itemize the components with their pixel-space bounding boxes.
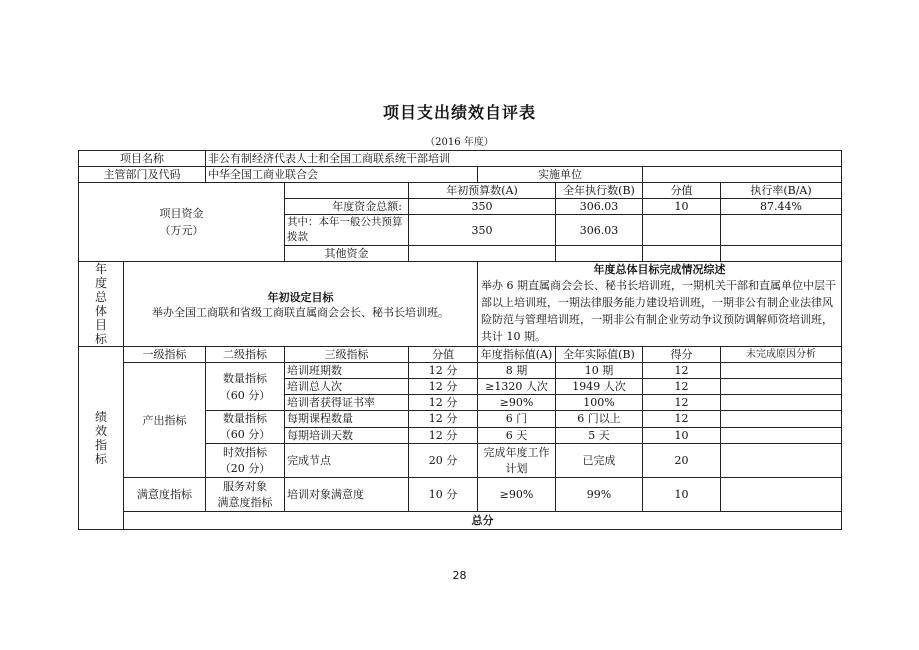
perf-row-name: 培训班期数 — [285, 363, 409, 379]
page-title: 项目支出绩效自评表 — [382, 103, 536, 122]
funds-row-rate — [721, 246, 842, 262]
perf-row-name: 培训总人次 — [285, 379, 409, 395]
perf-row-reason — [721, 379, 842, 395]
perf-row-reason — [721, 363, 842, 379]
perf-header-actual: 全年实际值(B) — [556, 347, 643, 363]
project-name-value: 非公有制经济代表人士和全国工商联系统干部培训 — [206, 151, 842, 167]
perf-row-weight: 12 分 — [409, 363, 478, 379]
perf-row-target: 完成年度工作 计划 — [478, 444, 556, 478]
perf-row-actual: 100% — [556, 395, 643, 411]
funds-row-label: 其他资金 — [285, 246, 409, 262]
perf-header-target: 年度指标值(A) — [478, 347, 556, 363]
time-indicator-label: 时效指标 （20 分） — [206, 444, 285, 478]
funds-header-rate: 执行率(B/A) — [721, 183, 842, 199]
quantity-indicator-label: 数量指标 （60 分） — [206, 363, 285, 411]
initial-goal-cell — [124, 262, 478, 347]
perf-row-name: 每期培训天数 — [285, 427, 409, 444]
department-label: 主管部门及代码 — [79, 167, 206, 183]
funds-label: 项目资金 （万元） — [79, 183, 285, 262]
perf-header-score: 得分 — [643, 347, 721, 363]
perf-row-actual: 已完成 — [556, 444, 643, 478]
perf-row-reason — [721, 427, 842, 444]
perf-header-reason: 未完成原因分析 — [721, 347, 842, 363]
perf-row-score: 12 — [643, 411, 721, 428]
funds-row-weight — [643, 246, 721, 262]
perf-row-score: 10 — [643, 478, 721, 512]
funds-row-label: 年度资金总额: — [285, 199, 409, 215]
project-name-row — [79, 151, 842, 167]
funds-row-label: 其中：本年一般公共预算拨款 — [285, 215, 409, 246]
department-value: 中华全国工商业联合会 — [206, 167, 478, 183]
funds-header-weight: 分值 — [643, 183, 721, 199]
perf-row-name: 培训对象满意度 — [285, 478, 409, 512]
perf-row-reason — [721, 478, 842, 512]
perf-row-target: 6 门 — [478, 411, 556, 428]
implementing-unit-label: 实施单位 — [478, 167, 643, 183]
perf-row-weight: 10 分 — [409, 478, 478, 512]
perf-row-reason — [721, 444, 842, 478]
page-number: 28 — [452, 569, 467, 582]
perf-row — [79, 363, 842, 379]
achieved-goal-text: 举办 6 期直属商会会长、秘书长培训班，一期机关干部和直属单位中层干部以上培训班，一期法律服务能力建设培训班，一期非公有制企业法律风险防范与管理培训班，一期非公有制企业劳动争议预防调解师资培训班，共计 10 期。 — [481, 279, 836, 343]
achieved-goal-title: 年度总体目标完成情况综述 — [593, 263, 726, 276]
perf-row-weight: 12 分 — [409, 411, 478, 428]
funds-header-a: 年初预算数(A) — [409, 183, 556, 199]
perf-row-name: 完成节点 — [285, 444, 409, 478]
perf-header-level2: 二级指标 — [206, 347, 285, 363]
funds-row-weight: 10 — [643, 199, 721, 215]
funds-row-b — [556, 246, 643, 262]
perf-row-reason — [721, 395, 842, 411]
perf-header-level3: 三级指标 — [285, 347, 409, 363]
perf-row-weight: 12 分 — [409, 427, 478, 444]
perf-row-target: ≥90% — [478, 478, 556, 512]
perf-header-row — [79, 347, 842, 363]
funds-row-b: 306.03 — [556, 215, 643, 246]
funds-row-a — [409, 246, 556, 262]
perf-row-actual: 6 门以上 — [556, 411, 643, 428]
total-label: 总分 — [124, 512, 842, 530]
perf-header-level1: 一级指标 — [124, 347, 206, 363]
goals-side-text: 年度总体目标 — [95, 262, 108, 346]
year-label: （2016 年度） — [425, 137, 494, 148]
perf-row-score: 20 — [643, 444, 721, 478]
funds-row-b: 306.03 — [556, 199, 643, 215]
self-evaluation-table — [78, 150, 842, 530]
perf-header-weight: 分值 — [409, 347, 478, 363]
output-indicator-label: 产出指标 — [124, 363, 206, 478]
perf-row-actual: 99% — [556, 478, 643, 512]
total-row — [79, 512, 842, 530]
initial-goal-title: 年初设定目标 — [267, 291, 334, 304]
perf-row-name: 培训者获得证书率 — [285, 395, 409, 411]
perf-side-label — [79, 347, 124, 530]
project-name-label: 项目名称 — [79, 151, 206, 167]
perf-row-name: 每期课程数量 — [285, 411, 409, 428]
funds-header-row — [79, 183, 842, 199]
funds-row-a: 350 — [409, 199, 556, 215]
service-satisfaction-label: 服务对象 满意度指标 — [206, 478, 285, 512]
funds-row-weight — [643, 215, 721, 246]
perf-row-weight: 12 分 — [409, 379, 478, 395]
perf-side-text: 绩效指标 — [95, 410, 108, 466]
perf-row-target: ≥1320 人次 — [478, 379, 556, 395]
perf-row-actual: 10 期 — [556, 363, 643, 379]
goals-row — [79, 262, 842, 347]
department-row — [79, 167, 842, 183]
goals-side-label — [79, 262, 124, 347]
implementing-unit-value — [643, 167, 842, 183]
funds-row-rate: 87.44% — [721, 199, 842, 215]
perf-row-target: ≥90% — [478, 395, 556, 411]
perf-row-score: 10 — [643, 427, 721, 444]
perf-row — [79, 478, 842, 512]
quantity-indicator-label-2: 数量指标 （60 分） — [206, 411, 285, 444]
initial-goal-text: 举办全国工商联和省级工商联直属商会会长、秘书长培训班。 — [152, 306, 449, 319]
perf-row-target: 6 天 — [478, 427, 556, 444]
perf-row-score: 12 — [643, 379, 721, 395]
funds-header-blank — [285, 183, 409, 199]
perf-row-target: 8 期 — [478, 363, 556, 379]
satisfaction-indicator-label: 满意度指标 — [124, 478, 206, 512]
perf-row-score: 12 — [643, 363, 721, 379]
perf-row-score: 12 — [643, 395, 721, 411]
achieved-goal-cell — [478, 262, 842, 347]
perf-row-weight: 20 分 — [409, 444, 478, 478]
funds-row-a: 350 — [409, 215, 556, 246]
perf-row-weight: 12 分 — [409, 395, 478, 411]
funds-header-b: 全年执行数(B) — [556, 183, 643, 199]
funds-row-rate — [721, 215, 842, 246]
perf-row-reason — [721, 411, 842, 428]
perf-row-actual: 5 天 — [556, 427, 643, 444]
perf-row-actual: 1949 人次 — [556, 379, 643, 395]
